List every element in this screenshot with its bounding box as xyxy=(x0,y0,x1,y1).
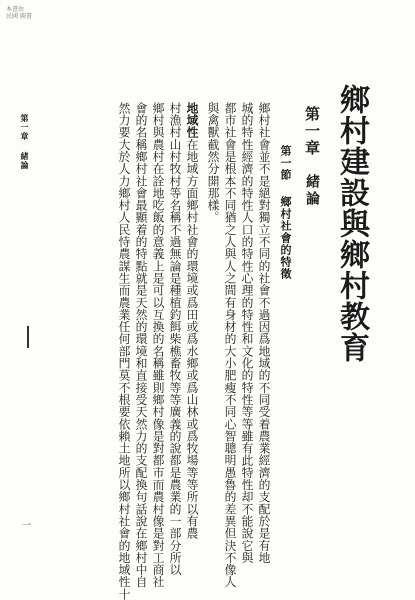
running-head-title: 緒論 xyxy=(20,152,30,170)
section-label: 第一節 xyxy=(279,145,292,181)
body-column: 鄉村與農村在詮地吃飯的意義上是可以互換的名稱雖則鄉村像是對都市而農村像是對工商社 xyxy=(151,102,165,588)
stamp-line-1: 本書由 xyxy=(6,6,25,13)
page-number: 一 xyxy=(20,520,30,529)
body-column: 都市社會是根本不同猶之人與人之間有身材的大小肥瘦不同心智聰明愚魯的差異但決不像人 xyxy=(223,102,237,588)
margin-rule xyxy=(27,326,29,348)
running-head xyxy=(20,114,30,174)
book-title: 鄉村建設與鄉村教育 xyxy=(334,84,369,363)
running-head-chapter: 第一章 xyxy=(20,114,30,141)
body-column: 會的名稱鄉村社會最顯着的特點就是天然的環境和直接受天然力的支配換句話說在鄉村中自 xyxy=(134,102,148,588)
body-column: 與禽獸截然分開那樣。 xyxy=(206,102,220,224)
body-column: 鄉村社會並不是絕對獨立不同的社會不過因爲地域的不同受着農業經濟的支配於是有地 xyxy=(257,102,271,564)
body-column: 村漁村山村牧村等名稱不過無論是種植釣餌柴樵畜牧等等廣義的說都是農業的一部分所以 xyxy=(168,102,182,576)
chapter-title: 緒論 xyxy=(304,174,320,208)
keyword-territoriality: 地域性 xyxy=(185,102,199,139)
stamp-line-2: 民國 圖書 xyxy=(6,13,32,20)
section-title: 鄉村社會的特徵 xyxy=(279,196,292,280)
library-stamp xyxy=(6,6,32,20)
chapter-label: 第一章 xyxy=(303,106,321,157)
body-column: 城的特性經濟的特性人口的特性心理的特性和文化的特性等等雖有此特性却不能說它與 xyxy=(240,102,254,564)
body-column: 然力要大於人力鄉村人民恃農謀生而農業任何部門莫不根要依賴土地所以鄉村社會的地域性十 xyxy=(117,102,131,600)
body-column xyxy=(184,102,199,557)
body-text: 在地域方面鄉村社會的環境或爲田或爲水鄉或爲山林或爲牧場等等所以有農 xyxy=(185,138,199,540)
